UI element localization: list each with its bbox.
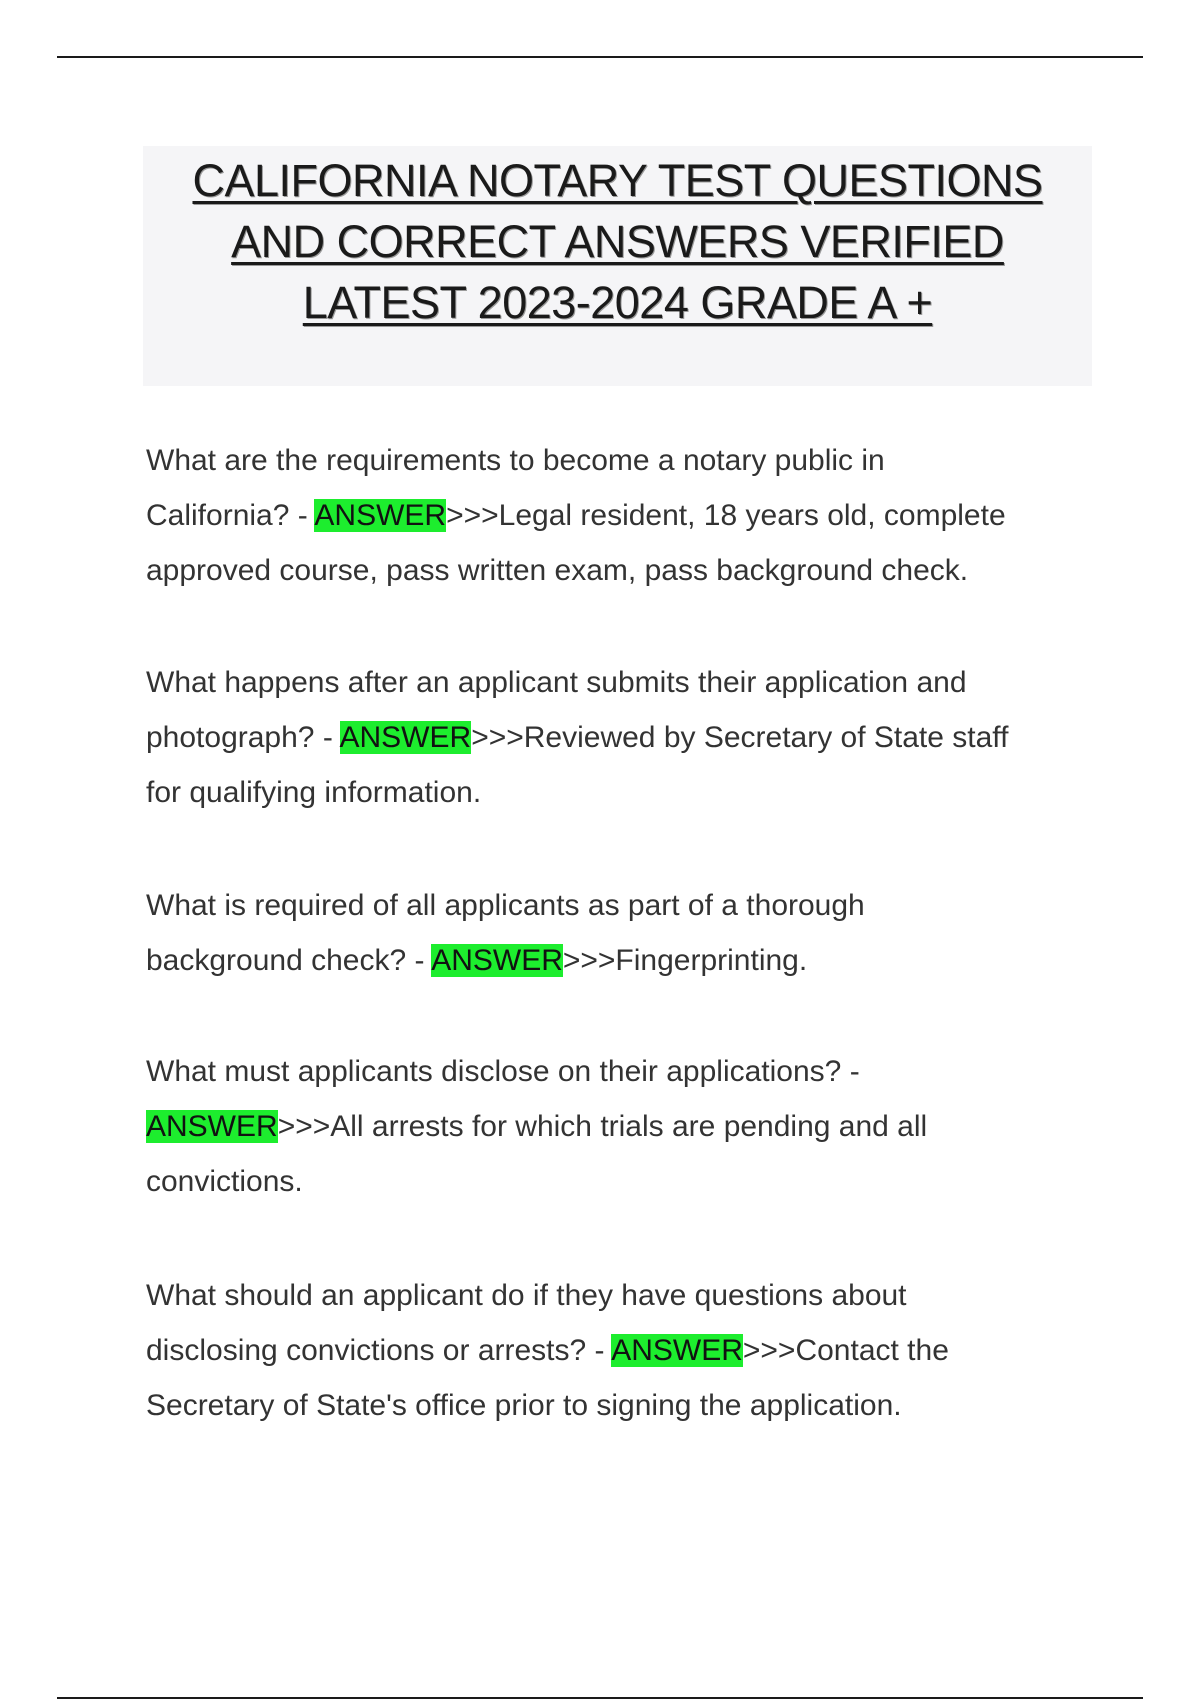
question-text: background check? - (146, 944, 432, 977)
question-answer-line (146, 1323, 1106, 1378)
answer-line: approved course, pass written exam, pass background check. (146, 554, 969, 587)
qa-item-2 (146, 655, 1106, 820)
bottom-divider (57, 1697, 1143, 1699)
question-answer-line (146, 710, 1106, 765)
question-answer-line (146, 488, 1106, 543)
answer-text: >>>All arrests for which trials are pending and all (277, 1110, 928, 1143)
answer-text: >>>Fingerprinting. (562, 944, 808, 977)
answer-line: Secretary of State's office prior to signing the application. (146, 1389, 902, 1422)
question-line: What is required of all applicants as part of a thorough (146, 889, 865, 922)
question-text: California? - (146, 499, 315, 532)
question-line: What are the requirements to become a notary public in (146, 444, 885, 477)
answer-text: >>>Reviewed by Secretary of State staff (471, 721, 1009, 754)
answer-text: >>>Contact the (742, 1334, 949, 1367)
title-line-2: AND CORRECT ANSWERS VERIFIED (231, 216, 1004, 267)
title-line-3: LATEST 2023-2024 GRADE A + (302, 277, 933, 328)
question-line: What should an applicant do if they have questions about (146, 1279, 907, 1312)
qa-item-4 (146, 1044, 1106, 1209)
title-banner (143, 146, 1092, 386)
question-line: What must applicants disclose on their applications? - (146, 1055, 860, 1088)
answer-text: >>>Legal resident, 18 years old, complete (446, 499, 1006, 532)
answer-marker: ANSWER (611, 1334, 743, 1367)
answer-marker: ANSWER (146, 1110, 278, 1143)
qa-item-1 (146, 433, 1106, 598)
answer-marker: ANSWER (314, 499, 447, 532)
qa-item-3 (146, 878, 1106, 988)
question-answer-line (146, 933, 1106, 988)
answer-marker: ANSWER (431, 944, 563, 977)
answer-line: convictions. (146, 1165, 303, 1198)
answer-line: for qualifying information. (146, 776, 482, 809)
answer-marker: ANSWER (339, 721, 472, 754)
question-text: disclosing convictions or arrests? - (146, 1334, 612, 1367)
title-line-1: CALIFORNIA NOTARY TEST QUESTIONS (192, 155, 1043, 206)
question-line: What happens after an applicant submits their application and (146, 666, 967, 699)
top-divider (57, 56, 1143, 58)
qa-item-5 (146, 1268, 1106, 1433)
question-text: photograph? - (146, 721, 340, 754)
answer-first-line (146, 1099, 1106, 1154)
